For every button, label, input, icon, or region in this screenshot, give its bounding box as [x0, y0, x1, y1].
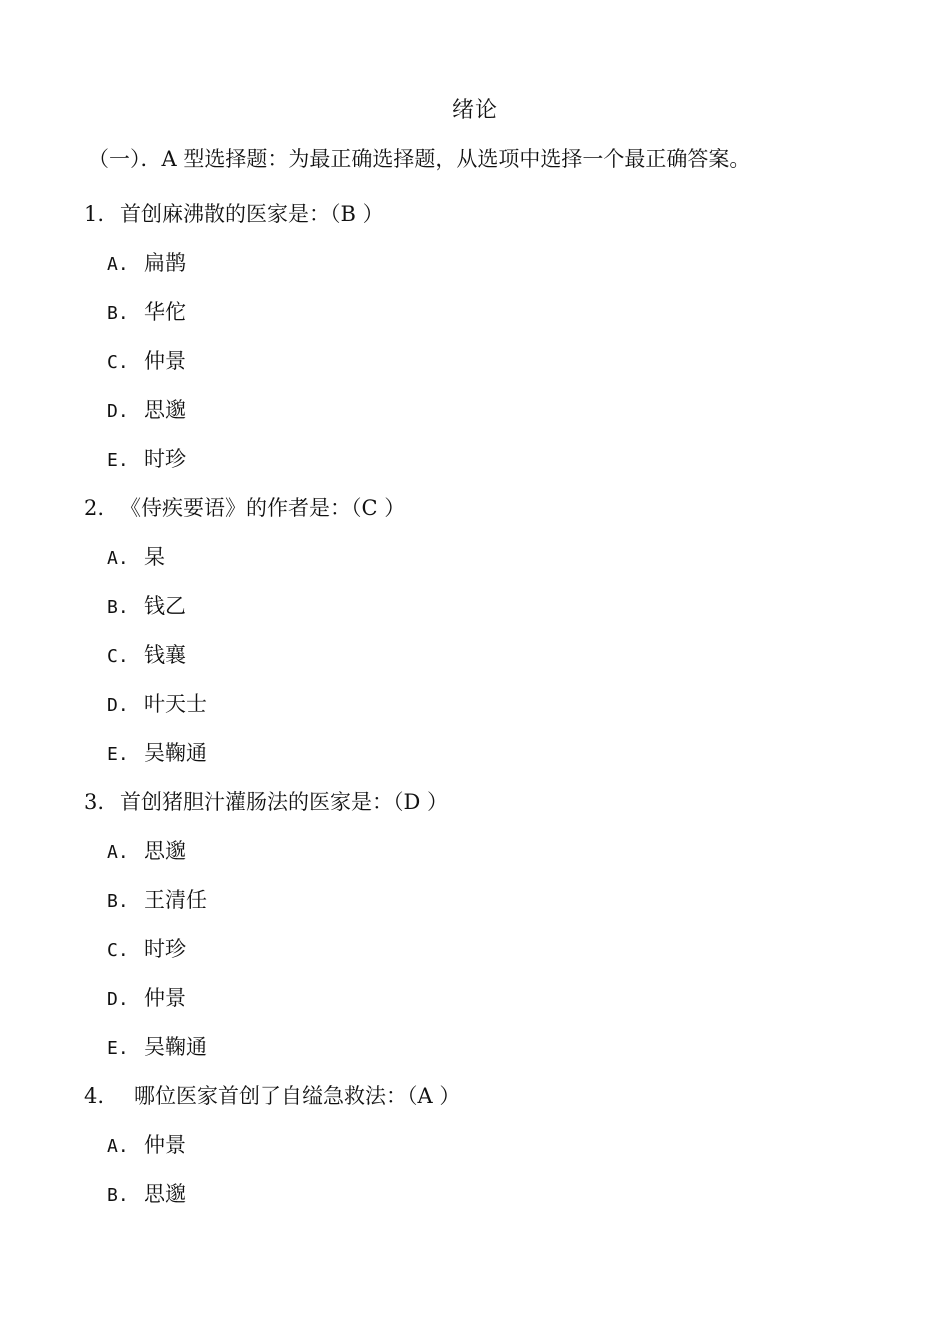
- option-text: 杲: [144, 545, 165, 569]
- question-number: 3.: [84, 790, 105, 814]
- section-intro: （一）．A 型选择题：为最正确选择题，从选项中选择一个最正确答案。: [88, 147, 751, 171]
- option-item: [107, 394, 186, 424]
- option-item: [107, 541, 165, 571]
- question-number: 2.: [84, 496, 105, 520]
- option-text: 仲景: [144, 349, 186, 373]
- option-item: [107, 296, 186, 326]
- option-letter: E.: [107, 1038, 129, 1059]
- option-text: 钱襄: [144, 643, 186, 667]
- question-number: 4.: [84, 1084, 105, 1108]
- option-item: [107, 737, 207, 767]
- option-item: [107, 688, 207, 718]
- option-item: [107, 639, 186, 669]
- option-letter: A.: [107, 548, 129, 569]
- page-title: 绪论: [451, 98, 498, 123]
- option-text: 时珍: [144, 447, 186, 471]
- question-text: 《侍疾要语》的作者是：（C ）: [120, 496, 406, 520]
- option-text: 仲景: [144, 1133, 186, 1157]
- option-text: 吴鞠通: [144, 741, 207, 765]
- question-number: 1.: [84, 202, 105, 226]
- option-letter: C.: [107, 940, 129, 961]
- option-letter: D.: [107, 695, 129, 716]
- option-item: [107, 247, 186, 277]
- option-item: [107, 345, 186, 375]
- option-letter: D.: [107, 989, 129, 1010]
- option-text: 叶天士: [144, 692, 207, 716]
- option-item: [107, 835, 186, 865]
- option-text: 思邈: [144, 1182, 186, 1206]
- option-item: [107, 884, 207, 914]
- option-text: 仲景: [144, 986, 186, 1010]
- option-text: 思邈: [144, 839, 186, 863]
- option-letter: C.: [107, 352, 129, 373]
- option-item: [107, 443, 186, 473]
- option-letter: A.: [107, 842, 129, 863]
- option-text: 吴鞠通: [144, 1035, 207, 1059]
- question-text: 首创麻沸散的医家是：（B ）: [120, 202, 384, 226]
- option-text: 王清任: [144, 888, 207, 912]
- option-text: 扁鹊: [144, 251, 186, 275]
- option-item: [107, 982, 186, 1012]
- option-letter: E.: [107, 450, 129, 471]
- option-letter: B.: [107, 1185, 129, 1206]
- option-letter: B.: [107, 597, 129, 618]
- option-letter: D.: [107, 401, 129, 422]
- option-text: 华佗: [144, 300, 186, 324]
- option-letter: B.: [107, 891, 129, 912]
- option-item: [107, 933, 186, 963]
- question-3: [84, 786, 448, 816]
- option-text: 钱乙: [144, 594, 186, 618]
- option-text: 时珍: [144, 937, 186, 961]
- option-letter: A.: [107, 254, 129, 275]
- question-2: [84, 492, 405, 522]
- question-text: 哪位医家首创了自缢急救法：（A ）: [134, 1084, 461, 1108]
- question-1: [84, 198, 384, 228]
- option-letter: B.: [107, 303, 129, 324]
- option-letter: A.: [107, 1136, 129, 1157]
- option-text: 思邈: [144, 398, 186, 422]
- option-item: [107, 1031, 207, 1061]
- option-item: [107, 590, 186, 620]
- question-4: [84, 1080, 460, 1110]
- option-letter: E.: [107, 744, 129, 765]
- option-item: [107, 1178, 186, 1208]
- option-letter: C.: [107, 646, 129, 667]
- option-item: [107, 1129, 186, 1159]
- question-text: 首创猪胆汁灌肠法的医家是：（D ）: [120, 790, 449, 814]
